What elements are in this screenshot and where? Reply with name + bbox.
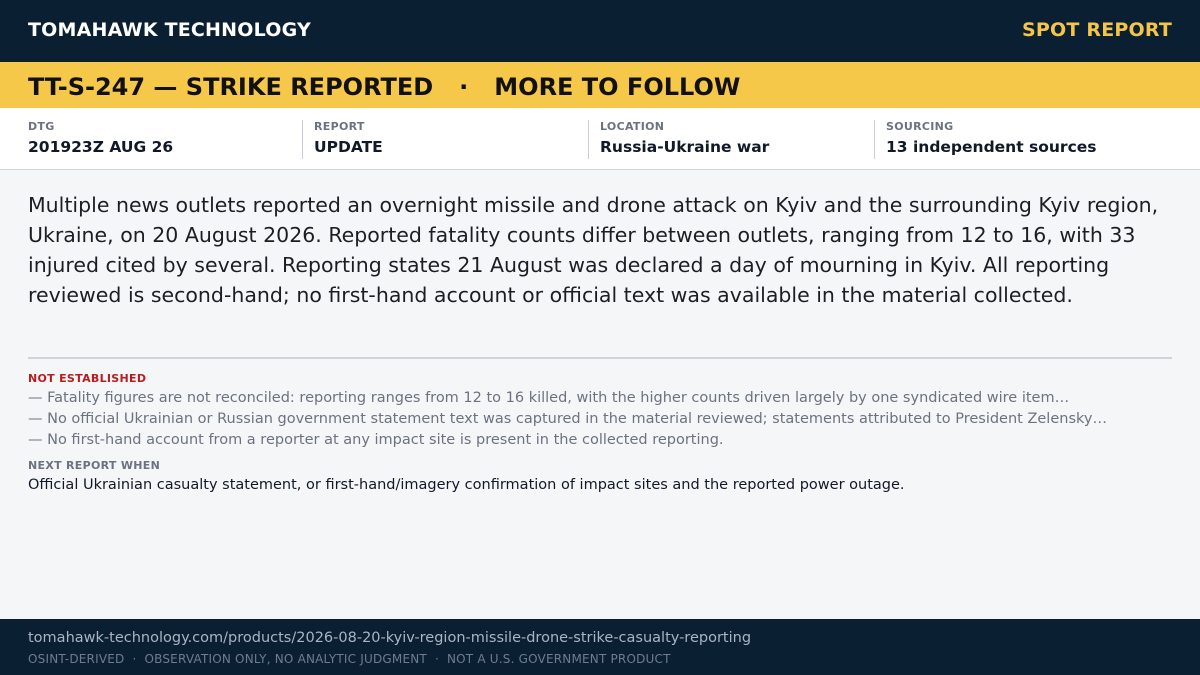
meta-value: 13 independent sources (886, 138, 1097, 156)
disclaimer-separator: · (434, 652, 439, 666)
headline-note: MORE TO FOLLOW (494, 73, 741, 101)
meta-label: SOURCING (886, 120, 954, 133)
footer (0, 619, 1200, 675)
meta-report (302, 120, 383, 159)
disclaimer-observation: OBSERVATION ONLY, NO ANALYTIC JUDGMENT (144, 652, 427, 666)
meta-value: 201923Z AUG 26 (28, 138, 174, 156)
disclaimer-separator: · (132, 652, 137, 666)
not-established-item: — No official Ukrainian or Russian government statement text was captured in the material reviewed; statements attributed to President Zelensky… (28, 411, 1107, 427)
next-report-text: Official Ukrainian casualty statement, or first-hand/imagery confirmation of impact sites and the reported power outage. (28, 477, 905, 493)
section-divider (28, 357, 1172, 359)
report-kind: SPOT REPORT (1022, 19, 1172, 41)
report-id-status: TT-S-247 — STRIKE REPORTED (28, 73, 434, 101)
meta-label: REPORT (314, 120, 365, 133)
top-bar (0, 0, 1200, 62)
meta-value: UPDATE (314, 138, 383, 156)
disclaimer-osint: OSINT-DERIVED (28, 652, 125, 666)
disclaimer-not-government: NOT A U.S. GOVERNMENT PRODUCT (446, 652, 671, 666)
headline (28, 73, 740, 101)
meta-label: LOCATION (600, 120, 665, 133)
footer-disclaimers (28, 652, 671, 666)
next-report-label: NEXT REPORT WHEN (28, 459, 161, 472)
metadata-strip (0, 108, 1200, 170)
headline-separator: · (459, 73, 469, 101)
meta-label: DTG (28, 120, 55, 133)
headline-banner (0, 62, 1200, 108)
not-established-item: — No first-hand account from a reporter at any impact site is present in the collected reporting. (28, 432, 724, 448)
not-established-item: — Fatality figures are not reconciled: reporting ranges from 12 to 16 killed, with the higher counts driven largely by one syndicated wire item… (28, 390, 1070, 406)
meta-value: Russia-Ukraine war (600, 138, 770, 156)
report-summary: Multiple news outlets reported an overnight missile and drone attack on Kyiv and the surrounding Kyiv region, Ukraine, on 20 August 2026. Reported fatality counts differ between outlets, ranging from 12 to 16, with 33 injured cited by several. Reporting states 21 August was declared a day of mourning in Kyiv. All reporting reviewed is second-hand; no first-hand account or official text was available in the material collected. (28, 193, 1159, 307)
brand-name: TOMAHAWK TECHNOLOGY (28, 19, 311, 41)
meta-dtg (28, 120, 173, 156)
meta-sourcing (874, 120, 1097, 159)
not-established-label: NOT ESTABLISHED (28, 372, 147, 385)
source-url-link[interactable]: tomahawk-technology.com/products/2026-08-20-kyiv-region-missile-drone-strike-casualty-reporting (28, 630, 752, 646)
not-established-list (28, 388, 1178, 451)
meta-location (588, 120, 769, 159)
